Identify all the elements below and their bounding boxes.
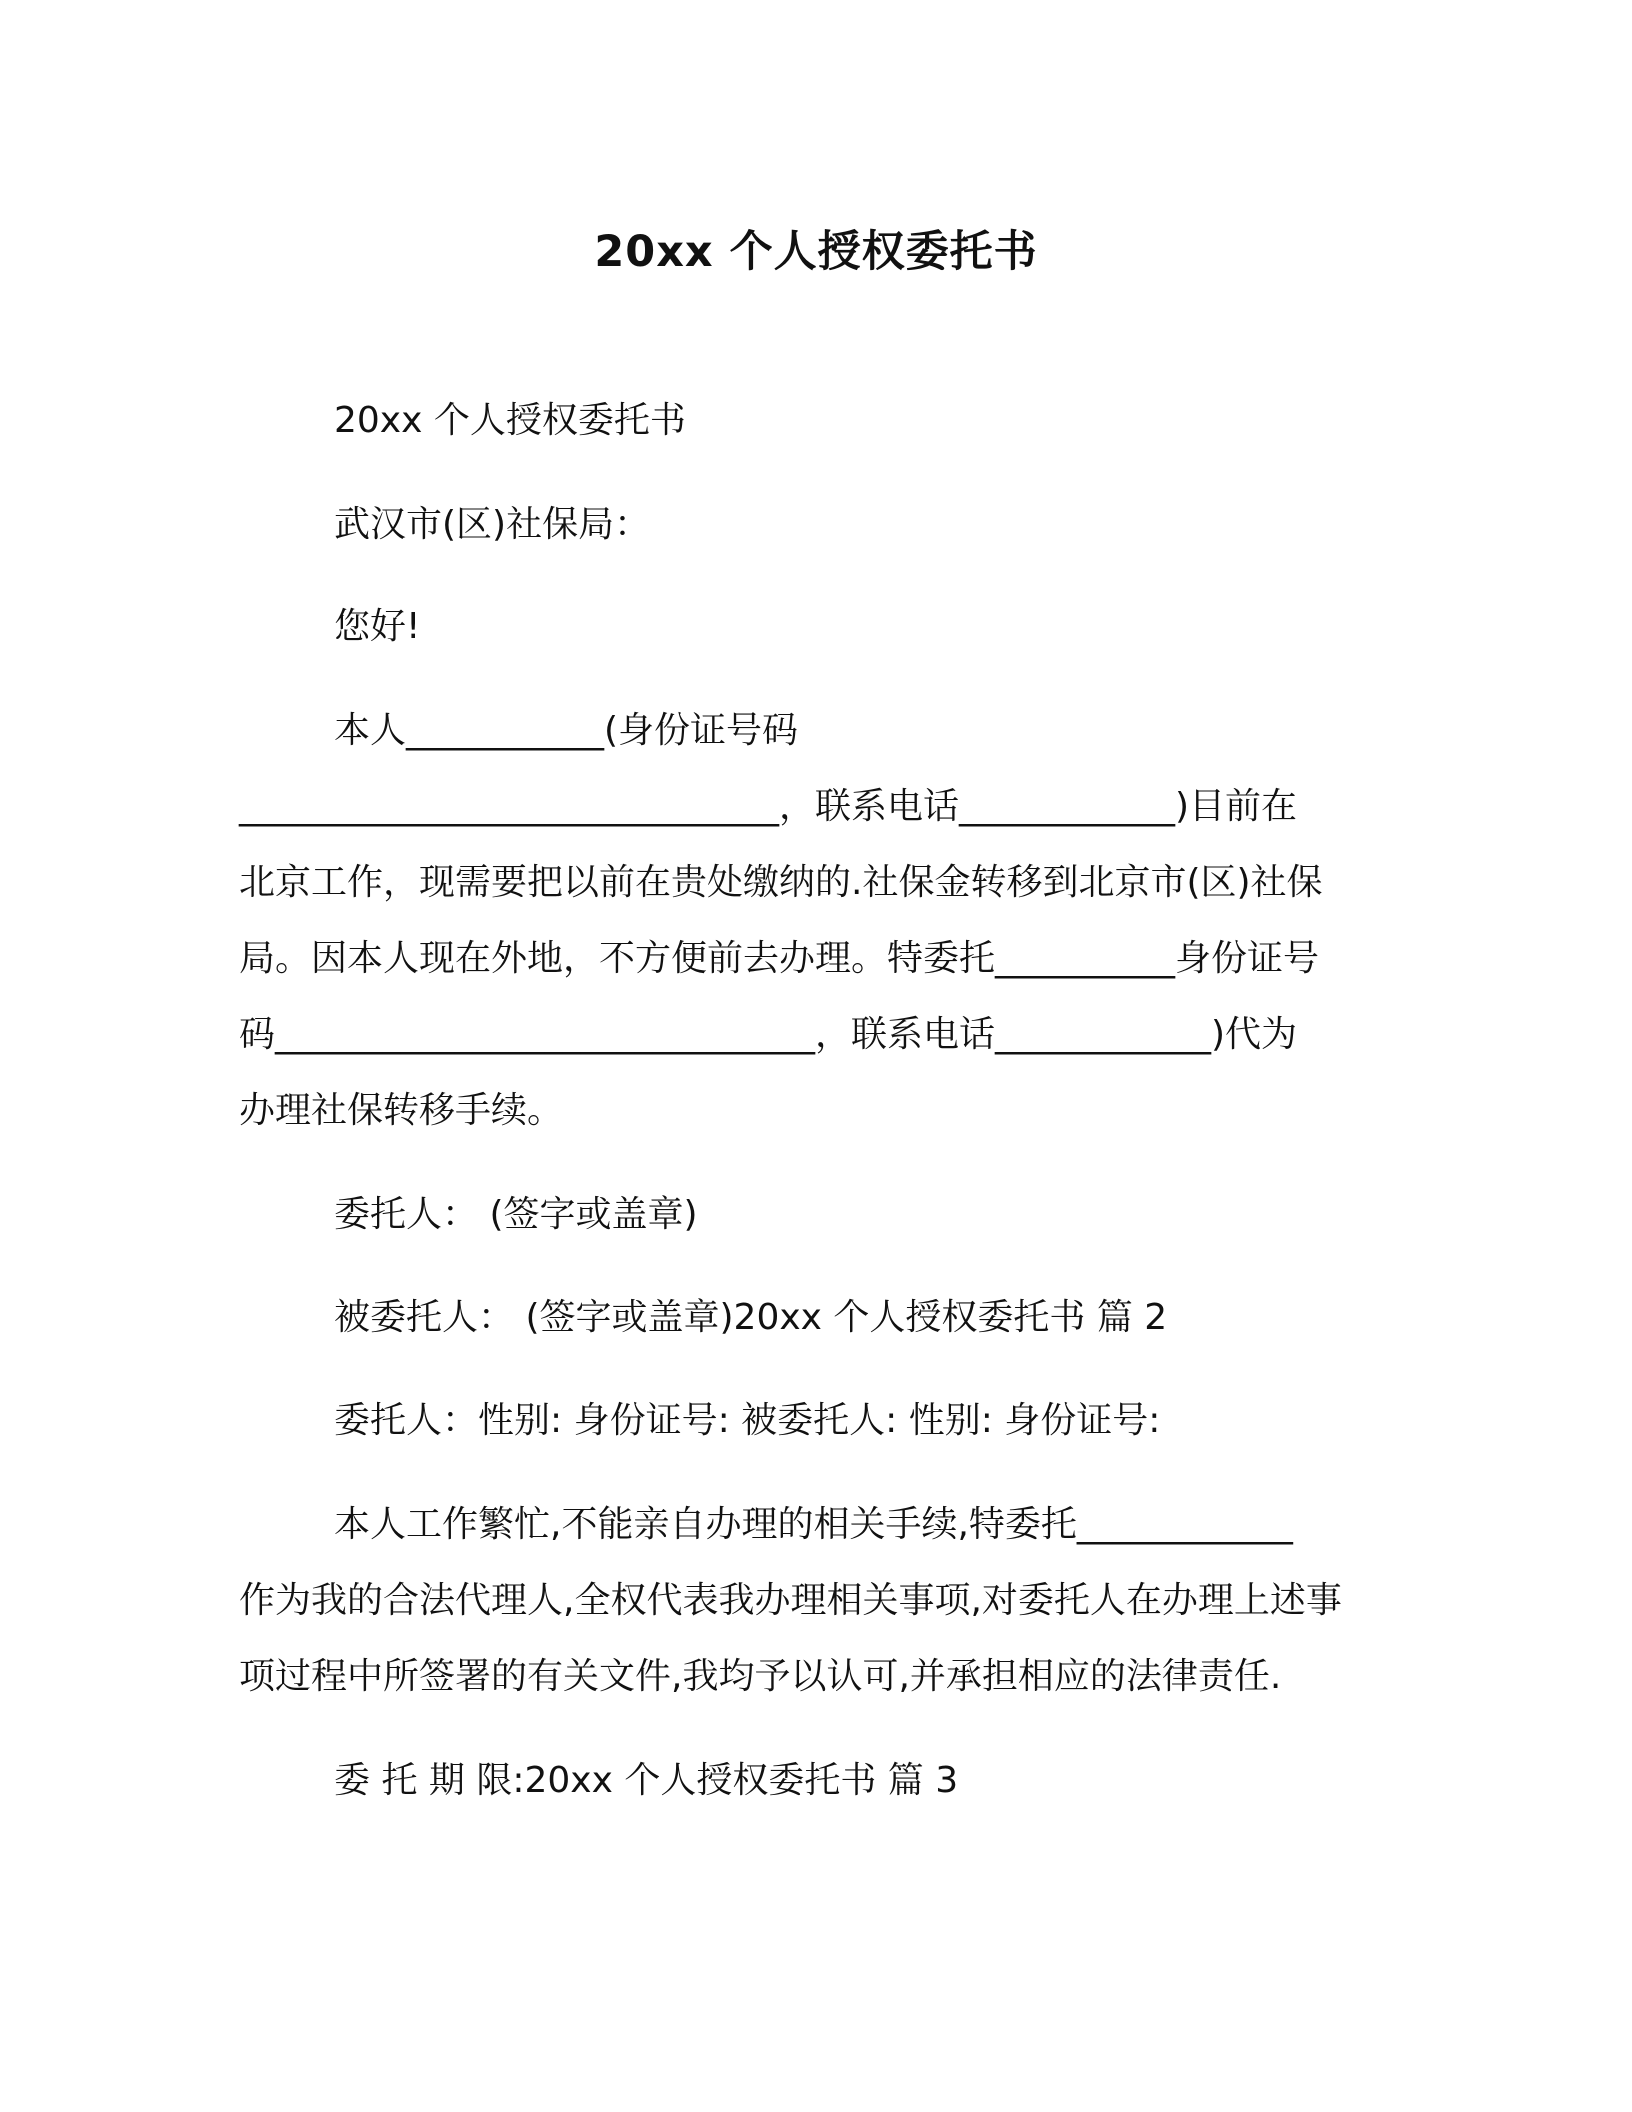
paragraph-1-line-2: ______________________________，联系电话____________)目前在 (239, 786, 1298, 827)
paragraph-2-line-3: 项过程中所签署的有关文件,我均予以认可,并承担相应的法律责任. (239, 1656, 1282, 1697)
addressee-line: 武汉市(区)社保局： (334, 504, 651, 545)
paragraph-1-line-6: 办理社保转移手续。 (239, 1090, 564, 1131)
party-fields-line: 委托人：性别: 身份证号: 被委托人: 性别: 身份证号: (334, 1400, 1161, 1441)
document-title: 20xx 个人授权委托书 (594, 227, 1038, 277)
agent-signature-line: 被委托人： (签字或盖章)20xx 个人授权委托书 篇 2 (334, 1297, 1168, 1338)
term-line: 委 托 期 限:20xx 个人授权委托书 篇 3 (334, 1760, 959, 1801)
subtitle-line: 20xx 个人授权委托书 (334, 400, 686, 441)
principal-signature-line: 委托人： (签字或盖章) (334, 1194, 698, 1235)
paragraph-1-line-5: 码______________________________，联系电话____________)代为 (239, 1014, 1298, 1055)
paragraph-2-line-1: 本人工作繁忙,不能亲自办理的相关手续,特委托____________ (334, 1504, 1293, 1545)
greeting-line: 您好! (334, 606, 421, 647)
paragraph-2-line-2: 作为我的合法代理人,全权代表我办理相关事项,对委托人在办理上述事 (239, 1580, 1342, 1621)
paragraph-1-line-1: 本人___________(身份证号码 (334, 710, 799, 751)
paragraph-1-line-3: 北京工作，现需要把以前在贵处缴纳的.社保金转移到北京市(区)社保 (239, 862, 1323, 903)
paragraph-1-line-4: 局。因本人现在外地，不方便前去办理。特委托__________身份证号 (239, 938, 1320, 979)
